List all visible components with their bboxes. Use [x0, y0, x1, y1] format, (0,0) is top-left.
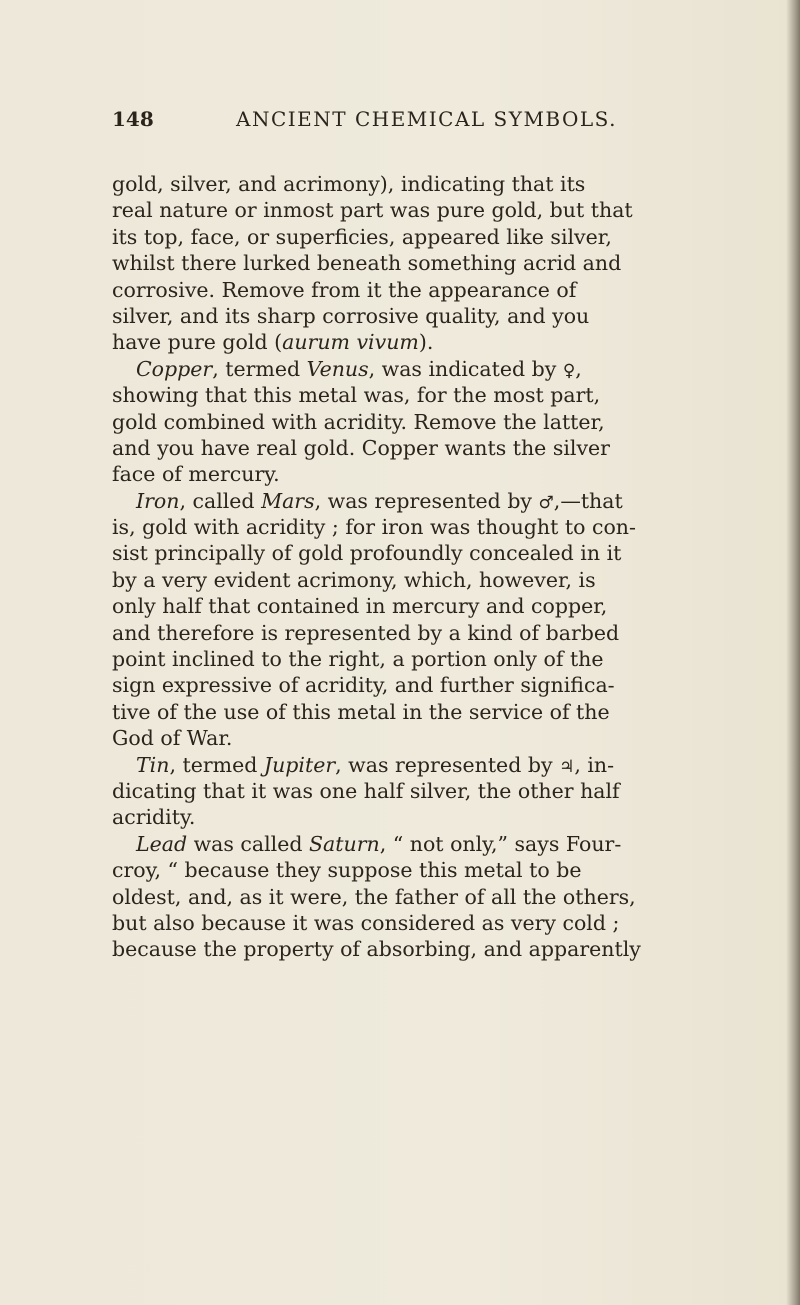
page-binding-shadow — [786, 0, 800, 1305]
text-line: acridity. — [112, 805, 196, 830]
mars-symbol-icon: ♂ — [538, 492, 554, 513]
paragraph-lead: Lead was called Saturn, “ not only,” says Four- — [136, 831, 622, 856]
page-number: 148 — [112, 107, 154, 131]
text-line: corrosive. Remove from it the appearance of — [112, 277, 577, 302]
paragraph-iron: Iron, called Mars, was represented by ♂,—that — [136, 488, 623, 513]
text-line: real nature or inmost part was pure gold, but that — [112, 198, 633, 223]
text-line: only half that contained in mercury and copper, — [112, 594, 608, 619]
text-line: sign expressive of acridity, and further significa- — [112, 673, 615, 698]
text-line: gold combined with acridity. Remove the latter, — [112, 409, 605, 434]
text-line: sist principally of gold profoundly concealed in it — [112, 541, 622, 566]
text-line: and therefore is represented by a kind of barbed — [112, 620, 620, 645]
jupiter-symbol-icon: ♃ — [559, 756, 575, 777]
text-line: croy, “ because they suppose this metal to be — [112, 858, 582, 883]
text-line: is, gold with acridity ; for iron was thought to con- — [112, 515, 636, 540]
venus-symbol-icon: ♀ — [562, 360, 576, 381]
paragraph-copper: Copper, termed Venus, was indicated by ♀, — [136, 356, 582, 381]
text-line: silver, and its sharp corrosive quality, and you — [112, 303, 590, 328]
text-line: and you have real gold. Copper wants the silver — [112, 435, 610, 460]
text-line: have pure gold (aurum vivum). — [112, 330, 434, 355]
text-line: face of mercury. — [112, 462, 280, 487]
text-line: gold, silver, and acrimony), indicating that its — [112, 172, 586, 196]
page-header — [112, 107, 772, 137]
text-line: because the property of absorbing, and apparently — [112, 937, 641, 962]
text-line: showing that this metal was, for the most part, — [112, 383, 601, 408]
body-text — [112, 171, 784, 963]
paragraph-tin: Tin, termed Jupiter, was represented by ♃, in- — [136, 752, 615, 777]
text-line: its top, face, or superficies, appeared like silver, — [112, 224, 612, 249]
text-line: tive of the use of this metal in the service of the — [112, 699, 610, 724]
text-line: oldest, and, as it were, the father of all the others, — [112, 884, 636, 909]
text-line: dicating that it was one half silver, the other half — [112, 778, 620, 803]
text-line: whilst there lurked beneath something acrid and — [112, 251, 622, 276]
text-line: point inclined to the right, a portion only of the — [112, 647, 604, 672]
text-line: by a very evident acrimony, which, however, is — [112, 567, 596, 592]
running-head: ANCIENT CHEMICAL SYMBOLS. — [236, 107, 618, 131]
text-line: but also because it was considered as very cold ; — [112, 910, 620, 935]
text-line: God of War. — [112, 726, 233, 751]
